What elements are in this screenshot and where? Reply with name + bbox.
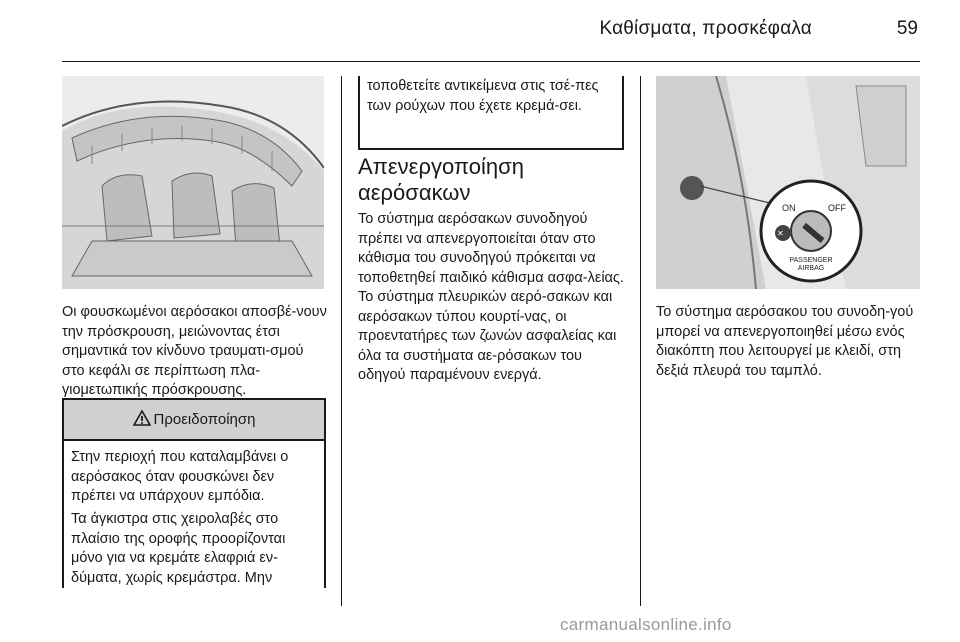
airbag-key-switch-illustration bbox=[656, 76, 920, 289]
warning-paragraph-1: Στην περιοχή που καταλαμβάνει ο αερόσακος όταν φουσκώνει δεν πρέπει να υπάρχουν εμπόδια. bbox=[71, 449, 289, 504]
warning-box-continued bbox=[358, 76, 624, 150]
curtain-airbag-illustration bbox=[62, 76, 324, 289]
right-caption-text: Το σύστημα αερόσακου του συνοδη-γού μπορεί να απενεργοποιηθεί μέσω ενός διακόπτη που λειτουργεί με κλειδί, στη δεξιά πλευρά του ταμπλό. bbox=[656, 304, 914, 379]
left-caption-text: Οι φουσκωμένοι αερόσακοι αποσβέ-νουν την πρόσκρουση, μειώνοντας έτσι σημαντικά τον κίνδυνο τραυματι-σμού στο κεφάλι σε περίπτωση πλα-γιομετωπικής πρόσκρουσης. bbox=[62, 304, 327, 398]
section-body-text: Το σύστημα αερόσακων συνοδηγού πρέπει να απενεργοποιείται όταν στο κάθισμα του συνοδηγού πρόκειται να τοποθετηθεί παιδικό κάθισμα ασφα-λείας. Το σύστημα πλευρικών αερό-σακων και αερόσακων τύπου κουρτί-νας, οι προεντατήρες των ζωνών ασφαλείας και όλα τα συστήματα αε-ρόσακων του οδηγού παραμένουν ενεργά. bbox=[358, 211, 624, 383]
warning-continued-text: τοποθετείτε αντικείμενα στις τσέ-πες των ρούχων που έχετε κρεμά-σει. bbox=[367, 78, 599, 114]
column-divider-2 bbox=[640, 76, 641, 606]
column-divider-1 bbox=[341, 76, 342, 606]
warning-title: Προειδοποίηση bbox=[153, 411, 256, 428]
warning-header bbox=[64, 400, 324, 441]
warning-triangle-icon bbox=[133, 410, 151, 430]
warning-box bbox=[62, 398, 326, 588]
header-rule bbox=[62, 61, 920, 62]
switch-off-label: OFF bbox=[828, 203, 846, 213]
switch-on-label: ON bbox=[782, 203, 796, 213]
page-header-title: Καθίσματα, προσκέφαλα bbox=[599, 18, 812, 39]
switch-airbag-label: AIRBAG bbox=[797, 265, 825, 272]
page-number: 59 bbox=[896, 18, 918, 39]
warning-paragraph-2: Τα άγκιστρα στις χειρολαβές στο πλαίσιο της οροφής προορίζονται μόνο για να κρεμάτε ελαφριά εν-δύματα, χωρίς κρεμάστρα. Μην bbox=[71, 511, 286, 586]
svg-text:✕: ✕ bbox=[777, 229, 784, 238]
switch-passenger-label: PASSENGER bbox=[789, 257, 833, 264]
watermark-text: carmanualsonline.info bbox=[560, 615, 732, 634]
section-heading: Απενεργοποίηση αερόσακων bbox=[358, 154, 524, 205]
